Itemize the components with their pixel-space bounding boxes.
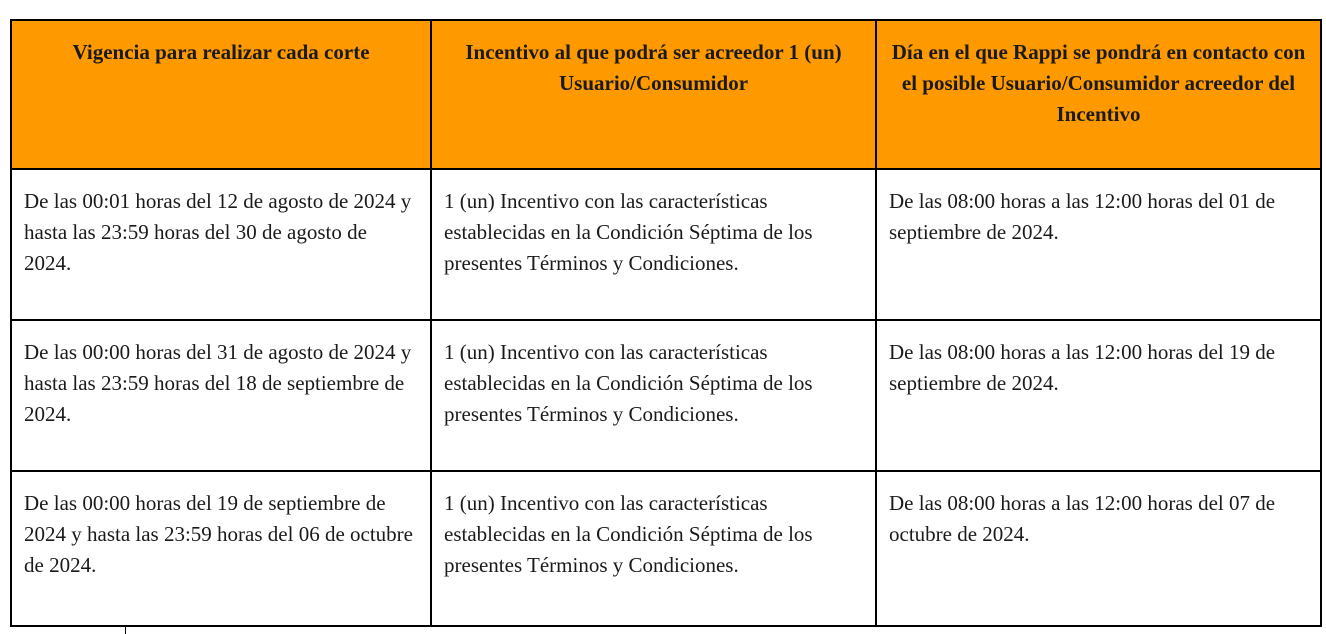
table-cell-vigencia: De las 00:00 horas del 19 de septiembre de 2024 y hasta las 23:59 horas del 06 de octubre de 2024. <box>11 471 431 626</box>
header-row <box>11 20 1321 169</box>
table-cell-incentivo: 1 (un) Incentivo con las características establecidas en la Condición Séptima de los presentes Términos y Condiciones. <box>431 320 876 471</box>
table-row <box>11 169 1321 320</box>
header-cell-vigencia: Vigencia para realizar cada corte <box>11 20 431 169</box>
table-cell-incentivo: 1 (un) Incentivo con las características establecidas en la Condición Séptima de los presentes Términos y Condiciones. <box>431 169 876 320</box>
table-header <box>11 20 1321 169</box>
table-row <box>11 471 1321 626</box>
table-cell-incentivo: 1 (un) Incentivo con las características establecidas en la Condición Séptima de los presentes Términos y Condiciones. <box>431 471 876 626</box>
incentive-schedule-table <box>10 19 1322 627</box>
table-cell-dia-contacto: De las 08:00 horas a las 12:00 horas del 07 de octubre de 2024. <box>876 471 1321 626</box>
text-cursor-mark <box>125 626 126 634</box>
table-cell-dia-contacto: De las 08:00 horas a las 12:00 horas del 19 de septiembre de 2024. <box>876 320 1321 471</box>
header-cell-incentivo: Incentivo al que podrá ser acreedor 1 (un) Usuario/Consumidor <box>431 20 876 169</box>
table-cell-dia-contacto: De las 08:00 horas a las 12:00 horas del 01 de septiembre de 2024. <box>876 169 1321 320</box>
table-row <box>11 320 1321 471</box>
table-cell-vigencia: De las 00:01 horas del 12 de agosto de 2024 y hasta las 23:59 horas del 30 de agosto de 2024. <box>11 169 431 320</box>
table-body <box>11 169 1321 626</box>
table-cell-vigencia: De las 00:00 horas del 31 de agosto de 2024 y hasta las 23:59 horas del 18 de septiembre de 2024. <box>11 320 431 471</box>
header-cell-dia-contacto: Día en el que Rappi se pondrá en contacto con el posible Usuario/Consumidor acreedor del Incentivo <box>876 20 1321 169</box>
